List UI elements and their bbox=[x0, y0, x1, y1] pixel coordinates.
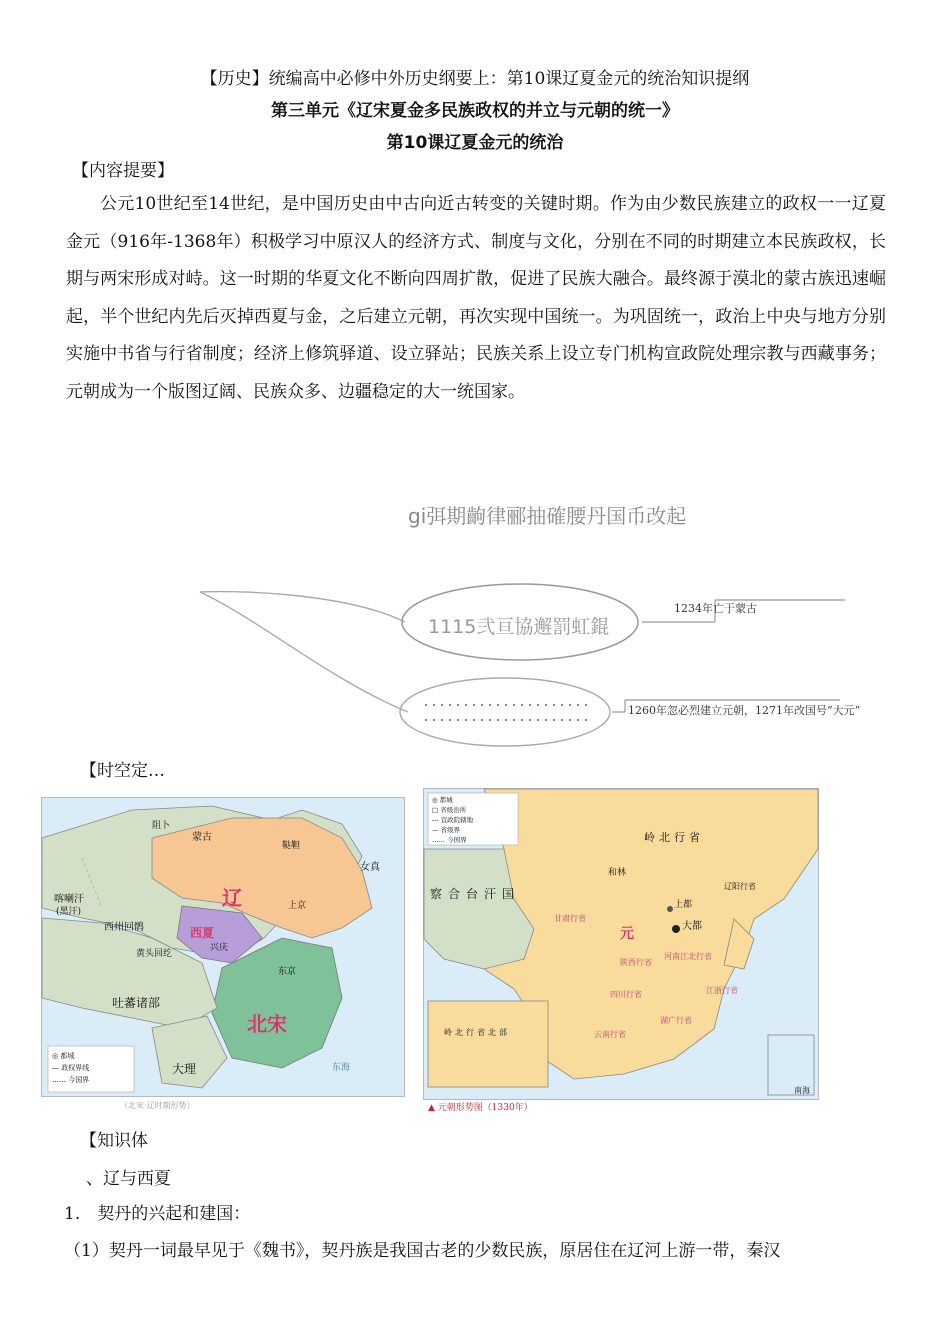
map-right-city-dadu: 大都 bbox=[682, 921, 702, 932]
map-right-region-lingbei: 岭北行省 bbox=[644, 831, 704, 844]
map-left-region-kara: 喀喇汗 bbox=[54, 894, 84, 905]
map-right-region-chagatai: 察合台汗国 bbox=[430, 887, 521, 901]
map-right-inset bbox=[428, 1001, 548, 1087]
map-right-prov-liaoyang: 辽阳行省 bbox=[724, 882, 756, 891]
mindmap-branch-2 bbox=[200, 592, 408, 712]
map-right-city-helin: 和林 bbox=[608, 868, 627, 878]
map-left-city-dongjing: 东京 bbox=[278, 967, 297, 977]
map-left-region-huangtou: 黄头回纥 bbox=[136, 949, 173, 959]
map-left-region-menggu: 蒙古 bbox=[192, 832, 212, 843]
map-northern-song-liao bbox=[41, 797, 405, 1097]
map-right-prov-jiangzhe: 江浙行省 bbox=[706, 986, 738, 995]
map-right-prov-henan: 河南江北行省 bbox=[664, 952, 712, 961]
mindmap-node-2 bbox=[400, 678, 610, 746]
map-left-legend-items: ◎ 都城 — 政权界线 …… 今国界 bbox=[52, 1052, 90, 1084]
map-right-city-shangdu: 上都 bbox=[674, 900, 693, 910]
mindmap-label-2: 1260年忽必烈建立元朝，1271年改国号“大元” bbox=[628, 704, 861, 717]
document-header-title: 【历史】统编高中必修中外历史纲要上：第10课辽夏金元的统治知识提纲 bbox=[200, 69, 750, 89]
summary-paragraph: 公元10世纪至14世纪，是中国历史由中古向近古转变的关键时期。作为由少数民族建立的政权一一辽夏金元（916年-1368年）积极学习中原汉人的经济方式、制度与文化，分别在不同的时期建立本民族政权，长期与两宋形成对峙。这一时期的华夏文化不断向四周扩散，促进了民族大融合。最终源于漠北的蒙古族迅速崛起，半个世纪内先后灭掉西夏与金，之后建立元朝，再次实现中国统一。为巩固统一，政治上中央与地方分别实施中书省与行省制度；经济上修筑驿道、设立驿站；民族关系上设立专门机构宣政院处理宗教与西藏事务；元朝成为一个版图辽阔、民族众多、边疆稳定的大一统国家。 bbox=[66, 194, 886, 402]
item-khitan-origin: （1）契丹一词最早见于《魏书》，契丹族是我国古老的少数民族，原居住在辽河上游一带，秦汉 bbox=[64, 1241, 781, 1261]
map-right-prov-huguang: 湖广行省 bbox=[660, 1016, 692, 1025]
map-left-region-tubo: 吐蕃诸部 bbox=[112, 996, 161, 1010]
map-left-region-kara-note: (黑汗) bbox=[56, 907, 82, 917]
map-right-prov-shaanxi: 陕西行省 bbox=[620, 958, 652, 967]
map-right-prov-sichuan: 四川行省 bbox=[610, 990, 642, 999]
map-left-sea: 东海 bbox=[332, 1063, 351, 1073]
map-left-region-dada: 鞑靼 bbox=[282, 841, 301, 851]
item-khitan-rise: 1. 契丹的兴起和建国： bbox=[64, 1204, 251, 1224]
knowledge-label: 【知识体 bbox=[80, 1131, 148, 1151]
mindmap-node-1-text: 1115弐亘協邂罰虹錕 bbox=[428, 616, 610, 638]
unit-title: 第三单元《辽宋夏金多民族政权的并立与元朝的统一》 bbox=[271, 101, 679, 121]
map-left-region-xixia: 西夏 bbox=[190, 926, 215, 940]
map-left-region-zubu: 阻卜 bbox=[152, 821, 171, 831]
map-left-region-nuzhen: 女真 bbox=[360, 862, 380, 873]
map-right-graphic bbox=[424, 789, 818, 1099]
timespace-label: 【时空定… bbox=[80, 761, 165, 781]
summary-label: 【内容提要】 bbox=[72, 161, 174, 181]
map-right-region-yuan: 元 bbox=[620, 926, 634, 942]
map-left-city-xingqing: 兴庆 bbox=[210, 943, 229, 953]
map-left-caption: （北宋·辽时期形势） bbox=[120, 1101, 195, 1110]
map-left-region-liao: 辽 bbox=[222, 886, 242, 910]
map-right-prov-yunnan: 云南行省 bbox=[594, 1030, 626, 1039]
map-left-region-xizhou: 西州回鹘 bbox=[104, 922, 144, 933]
map-right-inset-label: 岭北行省北部 bbox=[444, 1028, 510, 1037]
mindmap-heading: gi弭期齣律郦抽確腰丹国币改起 bbox=[408, 504, 687, 528]
map-right-caption: ▲ 元朝形势图（1330年） bbox=[428, 1103, 533, 1113]
map-left-region-song: 北宋 bbox=[247, 1012, 287, 1036]
mindmap-label-1: 1234年亡于蒙古 bbox=[674, 602, 757, 615]
map-right-capital-dadu bbox=[672, 925, 680, 933]
lesson-title: 第10课辽夏金元的统治 bbox=[386, 133, 564, 153]
map-left-city-shangjing: 上京 bbox=[288, 901, 307, 911]
mindmap-branch-1 bbox=[200, 592, 405, 622]
map-right-prov-gansu: 甘肃行省 bbox=[554, 914, 586, 923]
map-right-legend-items: ◎ 都城 □ 省级治所 --- 宣政院辖地 — 省级界 …… 今国界 bbox=[432, 796, 474, 844]
map-right-inset-south-label: 南海 bbox=[794, 1086, 810, 1095]
map-left-region-dali: 大理 bbox=[172, 1062, 197, 1076]
section-liao-xixia: 、辽与西夏 bbox=[86, 1169, 171, 1189]
map-yuan-dynasty bbox=[423, 788, 819, 1100]
